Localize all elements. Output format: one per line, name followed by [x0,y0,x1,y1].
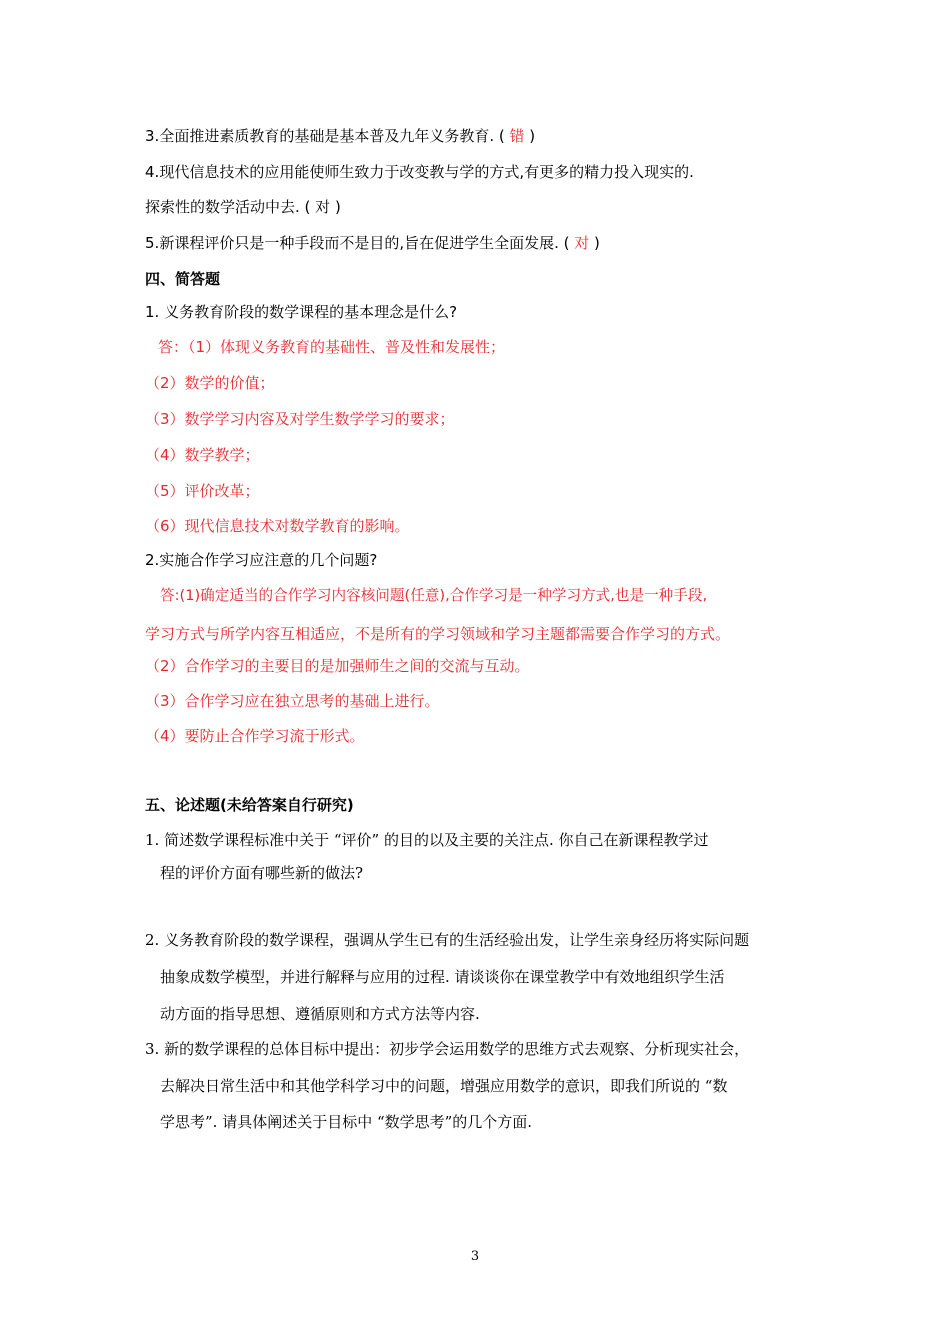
answer-text: 对 [315,198,331,216]
paren-close: ) [589,234,600,252]
question-text: 新课程评价只是一种手段而不是目的,旨在促进学生全面发展. ( [159,234,575,252]
answer-line: （4）要防止合作学习流于形式。 [145,727,365,745]
answer-line: （6）现代信息技术对数学教育的影响。 [145,517,410,535]
question-text: 全面推进素质教育的基础是基本普及九年义务教育. ( [159,127,510,145]
answer-line: 学习方式与所学内容互相适应，不是所有的学习领域和学习主题都需要合作学习的方式。 [145,625,731,643]
judgment-question-4-continued [145,197,341,217]
short-answer-question-1: 1. 义务教育阶段的数学课程的基本理念是什么? [145,303,458,321]
answer-line: （2）数学的价值； [145,374,275,392]
judgment-question-5 [145,233,600,253]
paren-close: ) [524,127,536,145]
answer-line: （3）数学学习内容及对学生数学学习的要求； [145,410,455,428]
answer-line: （4）数学教学； [145,446,260,464]
question-number: 5. [145,234,160,252]
answer-line: 答:(1)确定适当的合作学习内容核问题(任意),合作学习是一种学习方式,也是一种手段, [160,587,708,604]
essay-question-2-line: 2. 义务教育阶段的数学课程，强调从学生已有的生活经验出发，让学生亲身经历将实际问题 [145,931,750,949]
answer-line: 答：（1）体现义务教育的基础性、普及性和发展性； [158,338,506,356]
essay-question-3-line: 3. 新的数学课程的总体目标中提出：初步学会运用数学的思维方式去观察、分析现实社会， [145,1040,750,1058]
short-answer-question-2: 2.实施合作学习应注意的几个问题? [145,551,378,569]
judgment-question-4 [145,162,694,182]
essay-question-2-line: 抽象成数学模型，并进行解释与应用的过程. 请谈谈你在课堂教学中有效地组织学生活 [160,968,725,986]
essay-question-2-line: 动方面的指导思想、遵循原则和方式方法等内容. [160,1005,480,1023]
answer-line: （3）合作学习应在独立思考的基础上进行。 [145,692,440,710]
question-text: 探索性的数学活动中去. ( [145,198,316,216]
essay-question-3-line: 去解决日常生活中和其他学科学习中的问题，增强应用数学的意识，即我们所说的 “数 [160,1077,728,1095]
answer-text: 对 [574,234,590,252]
answer-line: （2）合作学习的主要目的是加强师生之间的交流与互动。 [145,657,530,675]
question-text: 现代信息技术的应用能使师生致力于改变教与学的方式,有更多的精力投入现实的. [159,163,694,181]
essay-question-3-line: 学思考”. 请具体阐述关于目标中 “数学思考”的几个方面. [160,1113,533,1131]
question-number: 3. [145,127,160,145]
question-number: 4. [145,163,160,181]
essay-question-1-line: 1. 简述数学课程标准中关于 “评价” 的目的以及主要的关注点. 你自己在新课程教学过 [145,831,709,849]
paren-close: ) [330,198,341,216]
answer-text: 错 [509,127,525,145]
answer-line: （5）评价改革； [145,482,260,500]
section-heading-short-answer: 四、简答题 [145,270,221,288]
essay-question-1-line: 程的评价方面有哪些新的做法? [160,864,364,882]
page-number: 3 [470,1249,480,1264]
judgment-question-3 [145,126,535,146]
section-heading-essay: 五、论述题(未给答案自行研究) [145,796,354,814]
